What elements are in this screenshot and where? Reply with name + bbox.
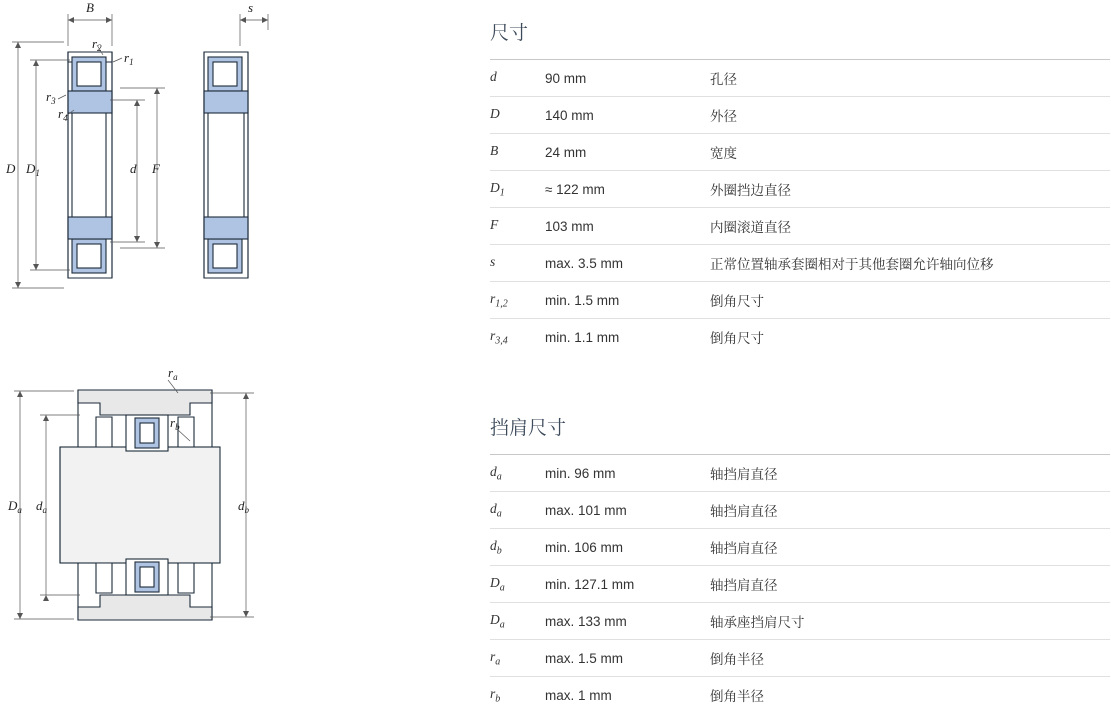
label-B: B bbox=[86, 0, 94, 15]
symbol-subscript: a bbox=[500, 619, 505, 630]
row-description: 轴挡肩直径 bbox=[710, 529, 1110, 566]
row-description: 轴挡肩直径 bbox=[710, 492, 1110, 529]
section-title-dimensions: 尺寸 bbox=[490, 18, 1096, 45]
table-row bbox=[490, 208, 1110, 245]
table-row bbox=[490, 282, 1110, 319]
row-description: 倒角半径 bbox=[710, 677, 1110, 713]
table-row bbox=[490, 455, 1110, 492]
label-ra: $r_a$ bbox=[168, 365, 178, 382]
row-value: 103 mm bbox=[545, 208, 710, 245]
row-symbol bbox=[490, 282, 545, 319]
row-value: 24 mm bbox=[545, 134, 710, 171]
row-value: max. 3.5 mm bbox=[545, 245, 710, 282]
symbol-subscript: 3,4 bbox=[495, 335, 508, 346]
row-description: 正常位置轴承套圈相对于其他套圈允许轴向位移 bbox=[710, 245, 1110, 282]
row-description: 倒角尺寸 bbox=[710, 282, 1110, 319]
row-symbol bbox=[490, 492, 545, 529]
symbol-text: s bbox=[490, 254, 495, 269]
row-description: 倒角半径 bbox=[710, 640, 1110, 677]
table-row bbox=[490, 529, 1110, 566]
row-value: max. 1.5 mm bbox=[545, 640, 710, 677]
table-row bbox=[490, 677, 1110, 713]
row-description: 宽度 bbox=[710, 134, 1110, 171]
row-symbol bbox=[490, 640, 545, 677]
table-row bbox=[490, 245, 1110, 282]
row-value: 90 mm bbox=[545, 60, 710, 97]
label-Da: $D_a$ bbox=[7, 498, 22, 515]
row-description: 内圈滚道直径 bbox=[710, 208, 1110, 245]
symbol-text: D bbox=[490, 575, 500, 590]
table-row bbox=[490, 134, 1110, 171]
section-title-abutment-dimensions: 挡肩尺寸 bbox=[490, 413, 1096, 440]
row-symbol bbox=[490, 97, 545, 134]
symbol-subscript: b bbox=[495, 693, 500, 704]
row-symbol bbox=[490, 245, 545, 282]
label-F: F bbox=[151, 161, 161, 176]
symbol-subscript: 1 bbox=[500, 187, 505, 198]
symbol-subscript: a bbox=[497, 471, 502, 482]
symbol-text: d bbox=[490, 501, 497, 516]
label-D1: $D_1$ bbox=[25, 161, 40, 178]
table-row bbox=[490, 603, 1110, 640]
row-symbol bbox=[490, 677, 545, 713]
symbol-subscript: 1,2 bbox=[495, 298, 508, 309]
table-row bbox=[490, 97, 1110, 134]
label-r2: $r_2$ bbox=[92, 36, 102, 53]
symbol-subscript: a bbox=[500, 582, 505, 593]
symbol-text: d bbox=[490, 69, 497, 84]
label-s: s bbox=[248, 0, 253, 15]
label-rb: $r_b$ bbox=[170, 415, 180, 432]
row-description: 轴承座挡肩尺寸 bbox=[710, 603, 1110, 640]
row-value: max. 101 mm bbox=[545, 492, 710, 529]
symbol-text: r bbox=[490, 328, 495, 343]
symbol-text: D bbox=[490, 106, 500, 121]
abutment-dimensions-table bbox=[490, 454, 1110, 713]
symbol-subscript: a bbox=[495, 656, 500, 667]
label-D: D bbox=[5, 161, 16, 176]
row-description: 孔径 bbox=[710, 60, 1110, 97]
symbol-subscript: a bbox=[497, 508, 502, 519]
row-description: 倒角尺寸 bbox=[710, 319, 1110, 356]
label-da: $d_a$ bbox=[36, 498, 48, 515]
bearing-mounting-abutment-drawing bbox=[0, 355, 460, 655]
symbol-text: F bbox=[490, 217, 498, 232]
row-value: min. 106 mm bbox=[545, 529, 710, 566]
symbol-text: r bbox=[490, 649, 495, 664]
row-symbol bbox=[490, 566, 545, 603]
dimensions-table bbox=[490, 59, 1110, 355]
label-db: $d_b$ bbox=[238, 498, 250, 515]
drawings-column bbox=[0, 0, 460, 663]
row-description: 轴挡肩直径 bbox=[710, 455, 1110, 492]
table-row bbox=[490, 640, 1110, 677]
specs-column bbox=[460, 0, 1111, 663]
row-value: min. 1.5 mm bbox=[545, 282, 710, 319]
row-value: max. 1 mm bbox=[545, 677, 710, 713]
row-symbol bbox=[490, 319, 545, 356]
bearing-cross-section-drawing bbox=[0, 0, 460, 330]
table-row bbox=[490, 60, 1110, 97]
row-value: min. 96 mm bbox=[545, 455, 710, 492]
row-value: max. 133 mm bbox=[545, 603, 710, 640]
symbol-text: d bbox=[490, 464, 497, 479]
symbol-text: r bbox=[490, 291, 495, 306]
table-row bbox=[490, 171, 1110, 208]
label-r3: $r_3$ bbox=[46, 89, 56, 106]
symbol-text: d bbox=[490, 538, 497, 553]
row-value: 140 mm bbox=[545, 97, 710, 134]
row-symbol bbox=[490, 208, 545, 245]
row-value: min. 1.1 mm bbox=[545, 319, 710, 356]
row-value: ≈ 122 mm bbox=[545, 171, 710, 208]
row-symbol bbox=[490, 455, 545, 492]
row-symbol bbox=[490, 603, 545, 640]
symbol-subscript: b bbox=[497, 545, 502, 556]
label-r1: $r_1$ bbox=[124, 50, 134, 67]
symbol-text: D bbox=[490, 612, 500, 627]
row-value: min. 127.1 mm bbox=[545, 566, 710, 603]
table-row bbox=[490, 319, 1110, 356]
symbol-text: r bbox=[490, 686, 495, 701]
row-description: 外径 bbox=[710, 97, 1110, 134]
row-description: 轴挡肩直径 bbox=[710, 566, 1110, 603]
row-symbol bbox=[490, 134, 545, 171]
label-d: d bbox=[130, 161, 137, 176]
table-row bbox=[490, 566, 1110, 603]
symbol-text: D bbox=[490, 180, 500, 195]
row-description: 外圈挡边直径 bbox=[710, 171, 1110, 208]
label-r4: $r_4$ bbox=[58, 106, 68, 123]
row-symbol bbox=[490, 60, 545, 97]
table-row bbox=[490, 492, 1110, 529]
row-symbol bbox=[490, 529, 545, 566]
symbol-text: B bbox=[490, 143, 498, 158]
row-symbol bbox=[490, 171, 545, 208]
